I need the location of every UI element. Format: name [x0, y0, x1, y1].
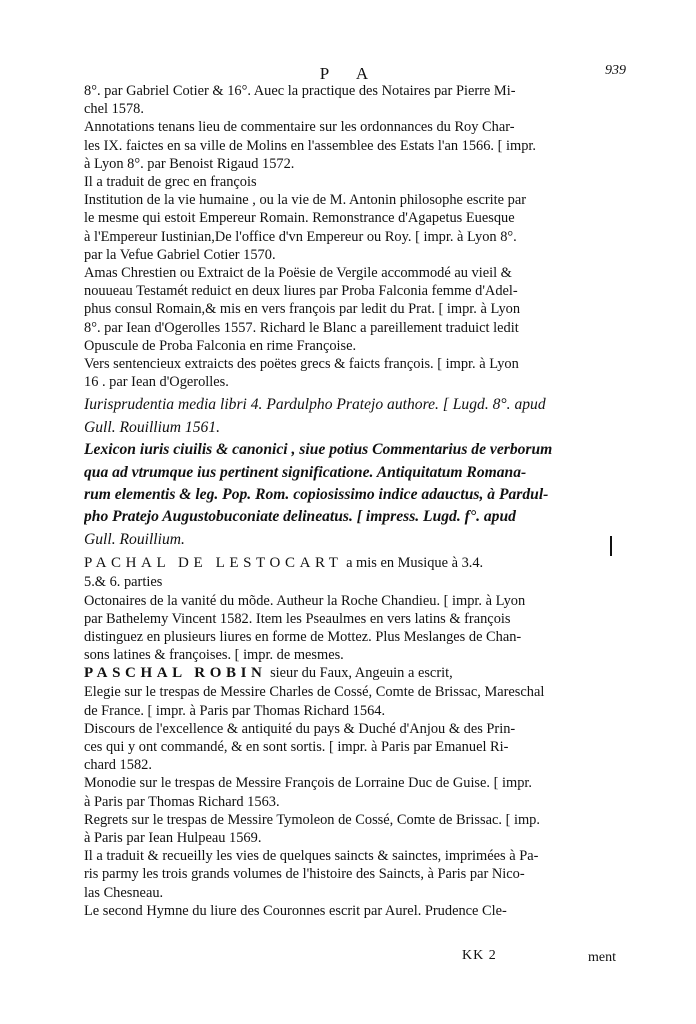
text-line: Amas Chrestien ou Extraict de la Poësie de Vergile accommodé au vieil &	[84, 265, 512, 282]
text-line: Vers sentencieux extraicts des poëtes grecs & faicts françois. [ impr. à Lyon	[84, 356, 519, 373]
latin-line: qua ad vtrumque ius pertinent significatione. Antiquitatum Romana-	[84, 463, 527, 481]
text-line: Octonaires de la vanité du mõde. Autheur la Roche Chandieu. [ impr. à Lyon	[84, 592, 526, 609]
text-line: Elegie sur le trespas de Messire Charles de Cossé, Comte de Brissac, Mareschal	[84, 684, 545, 701]
text-line: Il a traduit de grec en françois	[84, 174, 257, 191]
text-line: à Paris par Thomas Richard 1563.	[84, 793, 280, 810]
text-line: las Chesneau.	[84, 884, 164, 901]
running-head: P A	[319, 64, 381, 83]
text-line: Discours de l'excellence & antiquité du pays & Duché d'Anjou & des Prin-	[84, 720, 516, 737]
author-entry-paschal	[84, 664, 614, 683]
text-line: 8°. par Iean d'Ogerolles 1557. Richard le Blanc a pareillement traduict ledit	[84, 319, 519, 336]
text-line: phus consul Romain,& mis en vers françois par ledit du Prat. [ impr. à Lyon	[84, 301, 521, 318]
author-name: PACHAL DE LESTOCART	[84, 555, 343, 572]
text-line: 8°. par Gabriel Cotier & 16°. Auec la practique des Notaires par Pierre Mi-	[84, 83, 516, 99]
text-line: à Lyon 8°. par Benoist Rigaud 1572.	[84, 155, 295, 172]
latin-line: rum elementis & leg. Pop. Rom. copiosissimo indice adauctus, à Pardul-	[84, 486, 549, 504]
text-line: Institution de la vie humaine , ou la vie de M. Antonin philosophe escrite par	[84, 192, 527, 209]
latin-line: Gull. Rouillium 1561.	[84, 418, 221, 436]
text-line: chard 1582.	[84, 757, 152, 774]
text-line: de France. [ impr. à Paris par Thomas Richard 1564.	[84, 702, 386, 719]
author-entry-tail: a mis en Musique à 3.4.	[342, 555, 484, 572]
page-number: 939	[605, 63, 626, 78]
text-line: 16 . par Iean d'Ogerolles.	[84, 374, 229, 391]
text-line: chel 1578.	[84, 101, 144, 118]
text-line: distinguez en plusieurs liures en forme de Mottez. Plus Meslanges de Chan-	[84, 628, 522, 645]
text-line: 5.& 6. parties	[84, 574, 163, 591]
latin-line: pho Pratejo Augustobuconiate delineatus. [ impress. Lugd. f°. apud	[84, 508, 516, 526]
latin-line: Lexicon iuris ciuilis & canonici , siue potius Commentarius de verborum	[84, 441, 553, 459]
text-line: nouueau Testamét reduict en deux liures par Proba Falconia femme d'Adel-	[84, 283, 518, 300]
text-line: Opuscule de Proba Falconia en rime Françoise.	[84, 337, 357, 354]
signature-mark: KK 2	[462, 948, 497, 963]
text-line: par Bathelemy Vincent 1582. Item les Pseaulmes en vers latins & françois	[84, 610, 511, 627]
text-line: le mesme qui estoit Empereur Romain. Remonstrance d'Agapetus Euesque	[84, 210, 515, 227]
latin-line: Iurisprudentia media libri 4. Pardulpho Pratejo authore. [ Lugd. 8°. apud	[84, 396, 546, 414]
text-line: à Paris par Iean Hulpeau 1569.	[84, 829, 262, 846]
text-line: sons latines & françoises. [ impr. de mesmes.	[84, 647, 344, 664]
text-line: les IX. faictes en sa ville de Molins en l'assemblee des Estats l'an 1566. [ impr.	[84, 137, 536, 154]
page-body	[84, 82, 614, 920]
text-line: ris parmy les trois grands volumes de l'histoire des Saincts, à Paris par Nico-	[84, 866, 525, 883]
margin-bracket	[610, 536, 612, 556]
author-entry-pachal	[84, 554, 614, 573]
author-entry-tail: sieur du Faux, Angeuin a escrit,	[266, 665, 453, 682]
text-line: par la Vefue Gabriel Cotier 1570.	[84, 246, 276, 263]
catchword: ment	[588, 950, 616, 965]
text-line: Regrets sur le trespas de Messire Tymoleon de Cossé, Comte de Brissac. [ imp.	[84, 811, 540, 828]
text-line: Monodie sur le trespas de Messire François de Lorraine Duc de Guise. [ impr.	[84, 775, 532, 792]
text-line: Le second Hymne du liure des Couronnes escrit par Aurel. Prudence Cle-	[84, 902, 507, 919]
text-line: Il a traduit & recueilly les vies de quelques saincts & sainctes, imprimées à Pa-	[84, 848, 539, 865]
text-line: Annotations tenans lieu de commentaire sur les ordonnances du Roy Char-	[84, 119, 515, 136]
text-line: à l'Empereur Iustinian,De l'office d'vn Empereur ou Roy. [ impr. à Lyon 8°.	[84, 228, 517, 245]
text-line: ces qui y ont commandé, & en sont sortis. [ impr. à Paris par Emanuel Ri-	[84, 738, 509, 755]
author-name: PASCHAL ROBIN	[84, 665, 267, 682]
latin-line: Gull. Rouillium.	[84, 530, 185, 548]
